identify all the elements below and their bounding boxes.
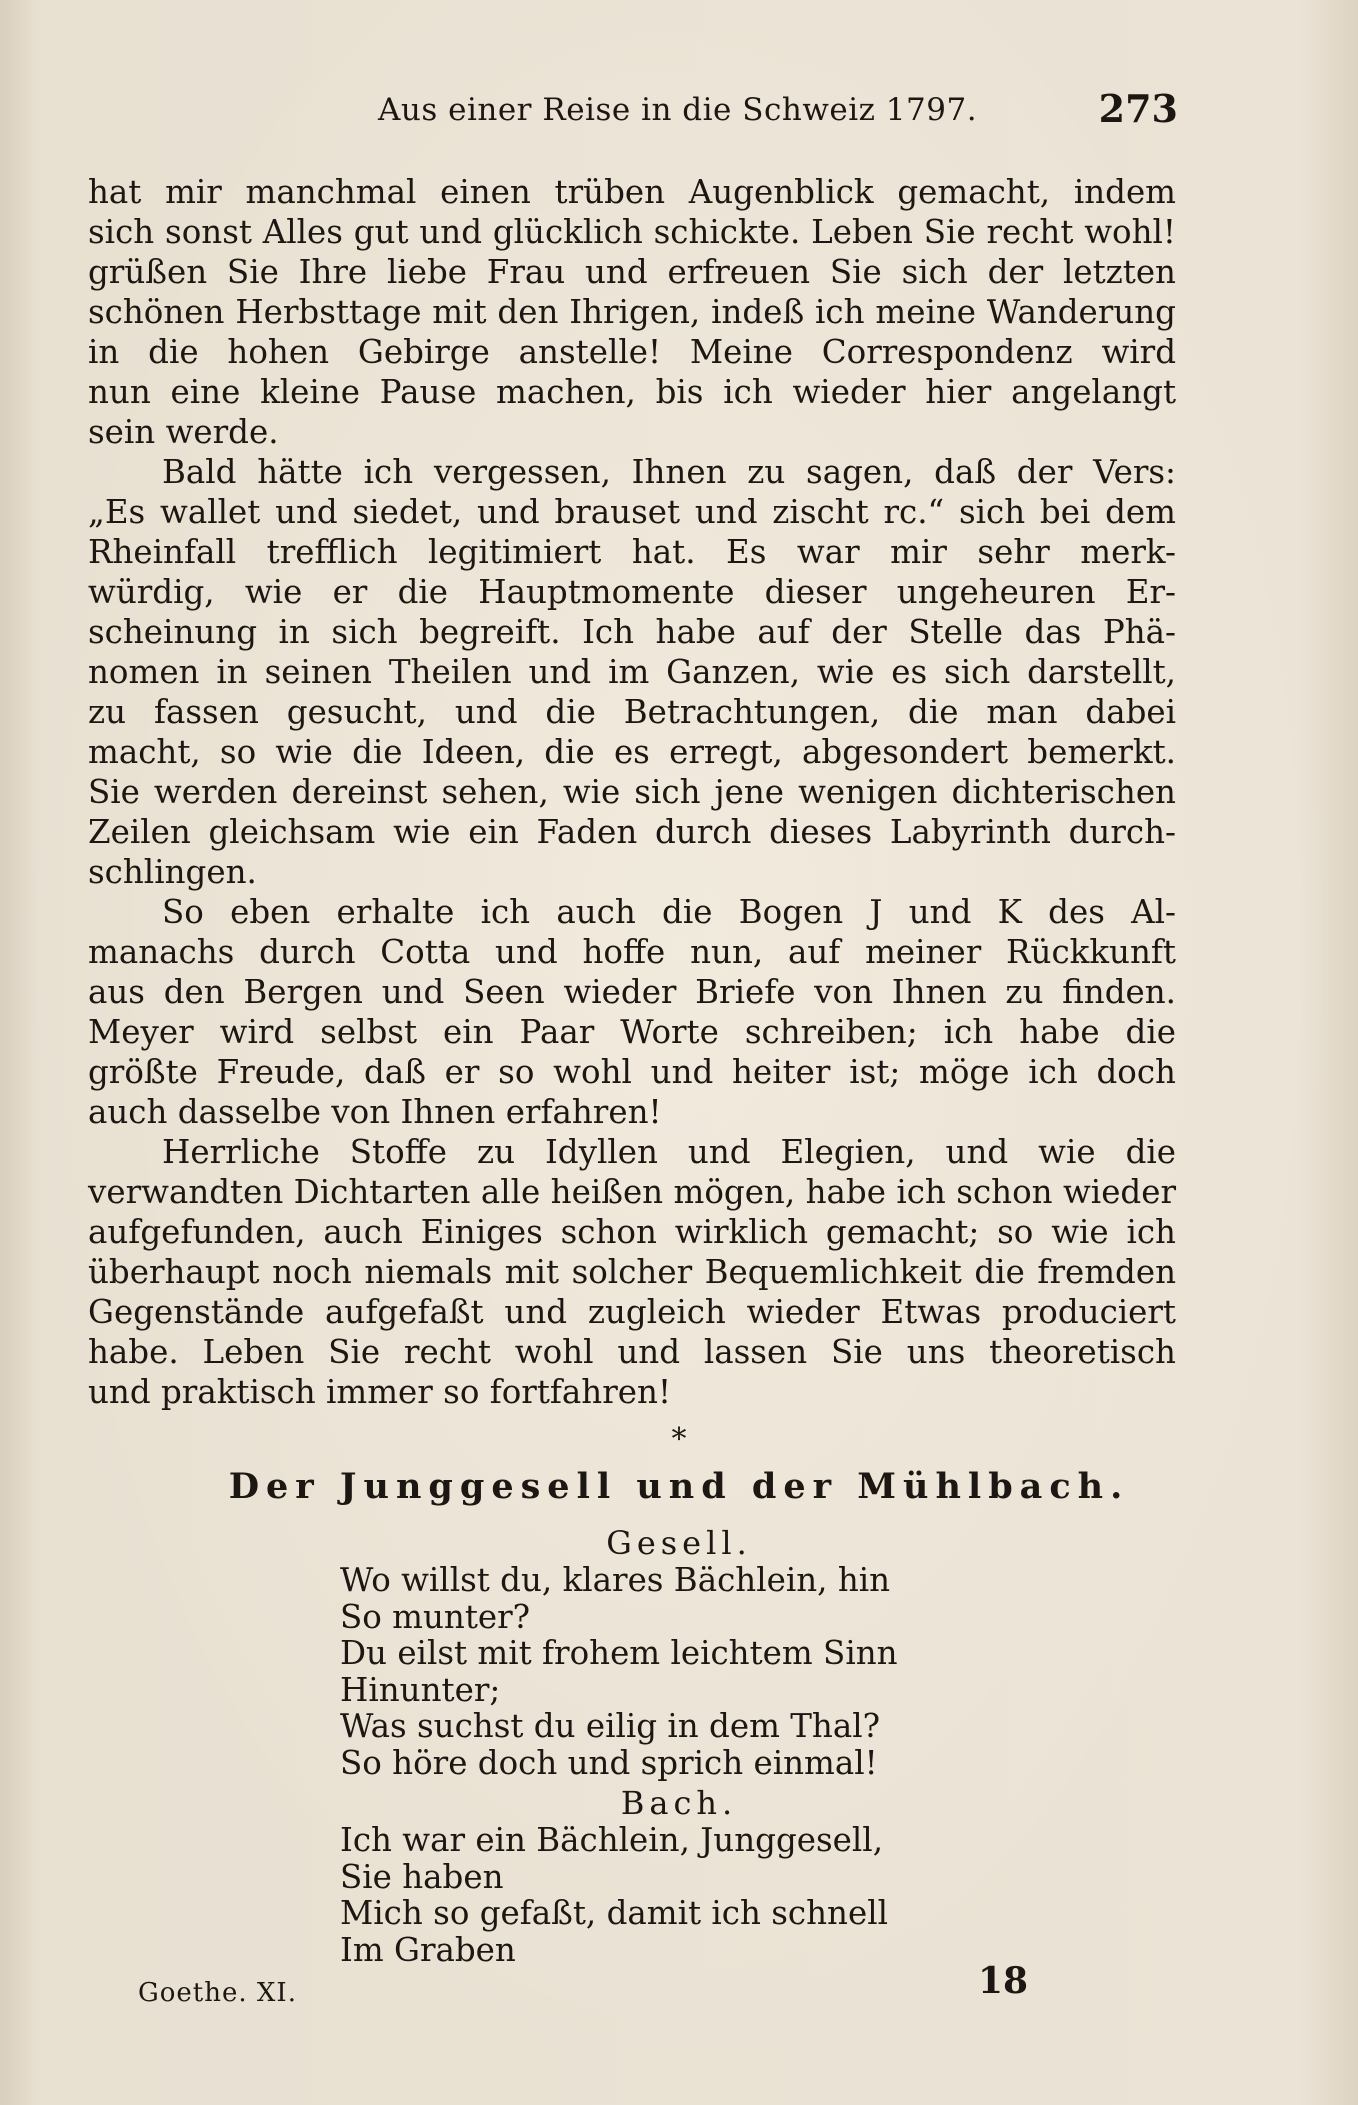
- text-line: Herrliche Stoffe zu Idyllen und Elegien, und wie die: [162, 1133, 1176, 1171]
- text-line: zu fassen gesucht, und die Betrachtungen, die man dabei: [88, 693, 1176, 731]
- text-line: scheinung in sich begreift. Ich habe auf der Stelle das Phä-: [88, 613, 1176, 651]
- text-line: aufgefunden, auch Einiges schon wirklich gemacht; so wie ich: [88, 1213, 1176, 1251]
- text-line: sein werde.: [88, 413, 279, 451]
- text-line: größte Freude, daß er so wohl und heiter ist; möge ich doch: [88, 1053, 1176, 1091]
- verse-line: Wo willst du, klares Bächlein, hin: [340, 1561, 891, 1599]
- text-line: Bald hätte ich vergessen, Ihnen zu sagen, daß der Vers:: [162, 453, 1176, 491]
- text-line: schönen Herbsttage mit den Ihrigen, indeß ich meine Wanderung: [88, 293, 1176, 331]
- verse-line: Hinunter;: [340, 1670, 501, 1709]
- text-line: manachs durch Cotta und hoffe nun, auf meiner Rückkunft: [88, 933, 1176, 971]
- text-line: macht, so wie die Ideen, die es erregt, abgesondert bemerkt.: [88, 733, 1176, 771]
- text-line: Zeilen gleichsam wie ein Faden durch dieses Labyrinth durch-: [88, 813, 1176, 851]
- verse-line: Mich so gefaßt, damit ich schnell: [340, 1894, 888, 1932]
- text-line: grüßen Sie Ihre liebe Frau und erfreuen Sie sich der letzten: [88, 253, 1176, 291]
- verse-line: Im Graben: [340, 1930, 516, 1969]
- text-line: sich sonst Alles gut und glücklich schickte. Leben Sie recht wohl!: [88, 213, 1176, 251]
- poem-title: Der Junggesell und der Mühlbach.: [228, 1466, 1130, 1507]
- verse-line: Ich war ein Bächlein, Junggesell,: [340, 1821, 884, 1859]
- verse-line: Sie haben: [340, 1857, 504, 1896]
- text-line: auch dasselbe von Ihnen erfahren!: [88, 1093, 662, 1131]
- text-line: und praktisch immer so fortfahren!: [88, 1373, 672, 1411]
- verse-line: So munter?: [340, 1597, 531, 1636]
- verse-line: Was suchst du eilig in dem Thal?: [340, 1707, 881, 1745]
- page-header: [88, 86, 1178, 136]
- text-line: nomen in seinen Theilen und im Ganzen, wie es sich darstellt,: [88, 653, 1176, 691]
- text-line: verwandten Dichtarten alle heißen mögen, habe ich schon wieder: [88, 1173, 1176, 1211]
- text-line: So eben erhalte ich auch die Bogen J und K des Al-: [162, 893, 1176, 931]
- poem-stanza: [340, 1822, 1040, 1968]
- text-line: Sie werden dereinst sehen, wie sich jene wenigen dichterischen: [88, 773, 1176, 811]
- page-number: 273: [1098, 86, 1178, 131]
- text-line: habe. Leben Sie recht wohl und lassen Sie uns theoretisch: [88, 1333, 1176, 1371]
- text-line: „Es wallet und siedet, und brauset und zischt rc.“ sich bei dem: [88, 493, 1176, 531]
- signature-mark: Goethe. XI.: [138, 1978, 297, 2008]
- running-title: Aus einer Reise in die Schweiz 1797.: [378, 92, 978, 128]
- text-line: Gegenstände aufgefaßt und zugleich wieder Etwas produciert: [88, 1293, 1176, 1331]
- text-line: schlingen.: [88, 853, 257, 891]
- sheet-number: 18: [978, 1960, 1029, 2002]
- section-separator: *: [671, 1422, 687, 1457]
- verse-line: Du eilst mit frohem leichtem Sinn: [340, 1634, 898, 1672]
- letter-text: [88, 172, 1176, 1412]
- text-line: aus den Bergen und Seen wieder Briefe von Ihnen zu finden.: [88, 973, 1176, 1011]
- verse-line: So höre doch und sprich einmal!: [340, 1743, 878, 1782]
- text-line: hat mir manchmal einen trüben Augenblick gemacht, indem: [88, 173, 1176, 211]
- poem-stanza: [340, 1562, 1040, 1781]
- text-line: in die hohen Gebirge anstelle! Meine Correspondenz wird: [88, 333, 1176, 371]
- text-line: Meyer wird selbst ein Paar Worte schreiben; ich habe die: [88, 1013, 1176, 1051]
- text-line: würdig, wie er die Hauptmomente dieser ungeheuren Er-: [88, 573, 1176, 611]
- text-line: Rheinfall trefflich legitimiert hat. Es war mir sehr merk-: [88, 533, 1176, 571]
- text-line: nun eine kleine Pause machen, bis ich wieder hier angelangt: [88, 373, 1176, 411]
- text-line: überhaupt noch niemals mit solcher Bequemlichkeit die fremden: [88, 1253, 1176, 1291]
- speaker-label: Bach.: [620, 1784, 738, 1822]
- speaker-label: Gesell.: [606, 1524, 752, 1562]
